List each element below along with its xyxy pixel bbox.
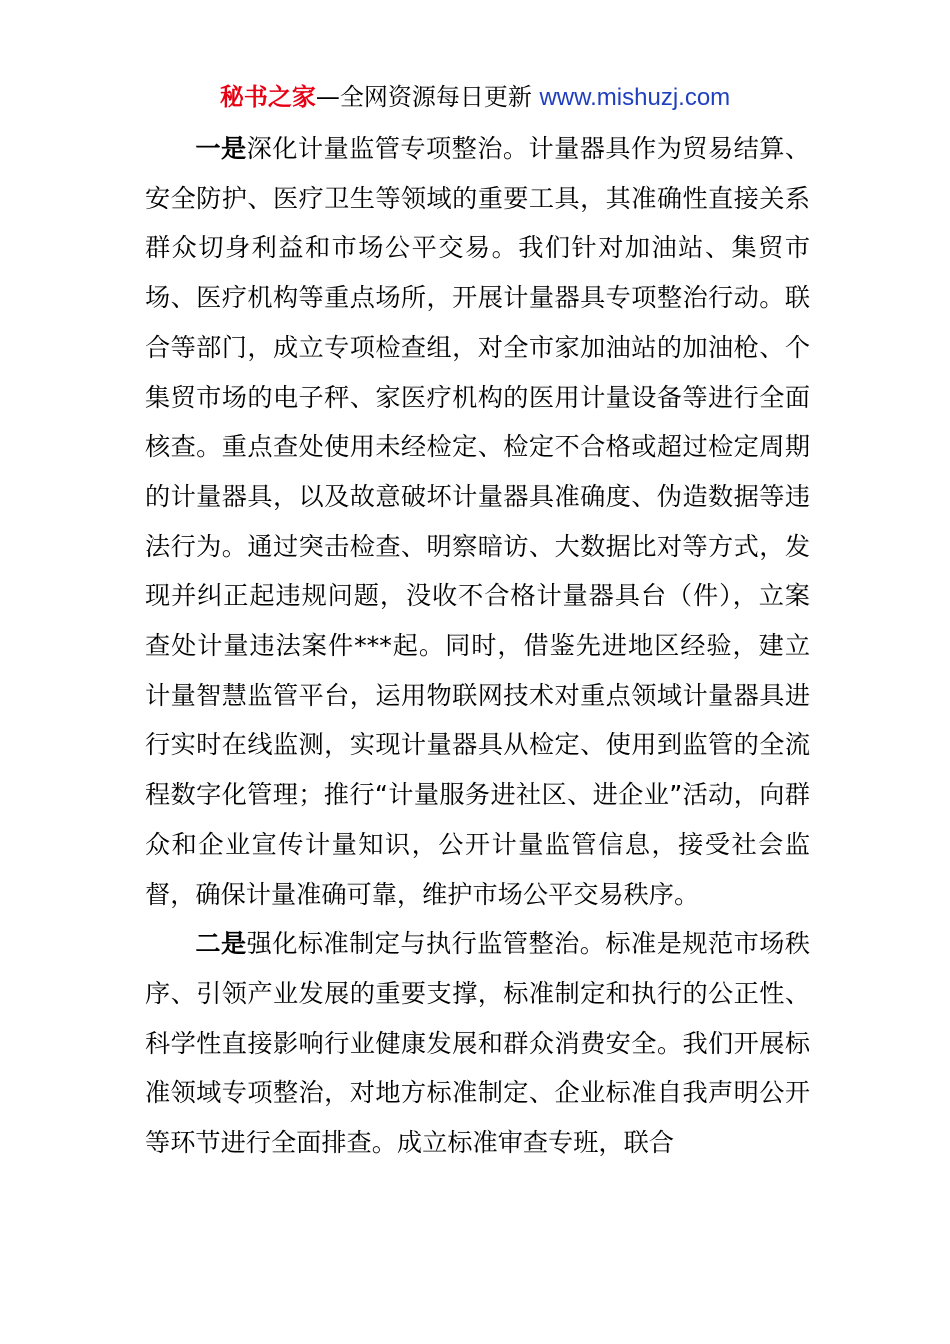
site-header: [0, 80, 950, 115]
paragraph: [145, 124, 810, 919]
site-tagline: —全网资源每日更新: [315, 83, 540, 111]
paragraph: [145, 919, 810, 1168]
paragraph-lead: 一是: [195, 134, 247, 163]
document-body: [145, 124, 810, 1168]
site-url-link[interactable]: www.mishuzj.com: [539, 84, 731, 111]
paragraph-text: 深化计量监管专项整治。计量器具作为贸易结算、安全防护、医疗卫生等领域的重要工具，其准确性直接关系群众切身利益和市场公平交易。我们针对加油站、集贸市场、医疗机构等重点场所，开展计量器具专项整治行动。联合等部门，成立专项检查组，对全市家加油站的加油枪、个集贸市场的电子秤、家医疗机构的医用计量设备等进行全面核查。重点查处使用未经检定、检定不合格或超过检定周期的计量器具，以及故意破坏计量器具准确度、伪造数据等违法行为。通过突击检查、明察暗访、大数据比对等方式，发现并纠正起违规问题，没收不合格计量器具台（件），立案查处计量违法案件***起。同时，借鉴先进地区经验，建立计量智慧监管平台，运用物联网技术对重点领域计量器具进行实时在线监测，实现计量器具从检定、使用到监管的全流程数字化管理；推行“计量服务进社区、进企业”活动，向群众和企业宣传计量知识，公开计量监管信息，接受社会监督，确保计量准确可靠，维护市场公平交易秩序。: [145, 134, 811, 909]
paragraph-lead: 二是: [195, 929, 247, 959]
site-brand: 秘书之家: [219, 83, 316, 111]
paragraph-text: 强化标准制定与执行监管整治。标准是规范市场秩序、引领产业发展的重要支撑，标准制定和执行的公正性、科学性直接影响行业健康发展和群众消费安全。我们开展标准领域专项整治，对地方标准制定、企业标准自我声明公开等环节进行全面排查。成立标准审查专班，联合: [145, 929, 811, 1158]
